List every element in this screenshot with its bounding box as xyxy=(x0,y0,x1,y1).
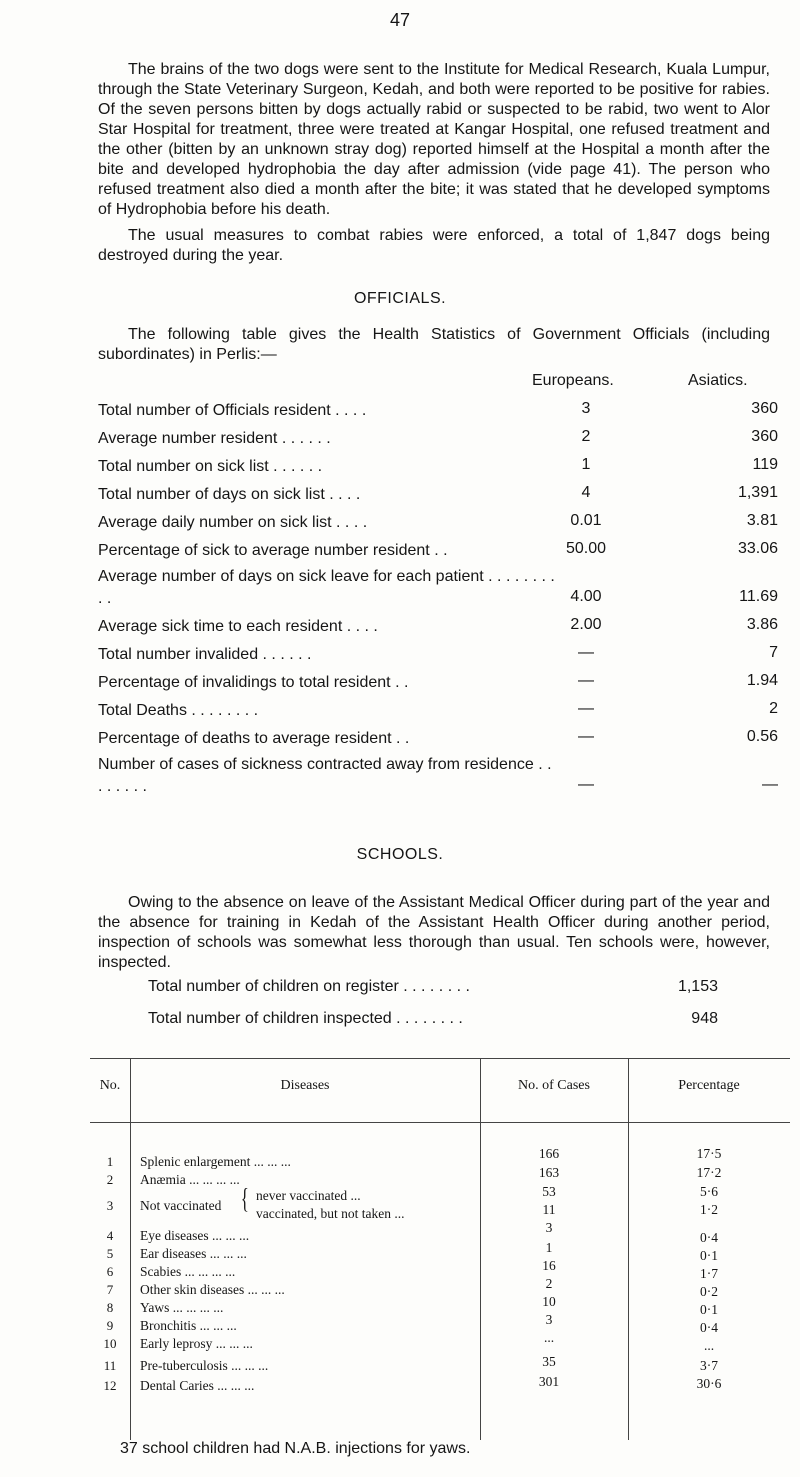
row-cases: 166 xyxy=(538,1146,560,1161)
brace-glyph: { xyxy=(240,1184,249,1215)
row-cases: 301 xyxy=(538,1374,560,1389)
stat-europeans: — xyxy=(578,672,594,689)
register-value: 1,153 xyxy=(677,978,718,995)
stat-row xyxy=(98,672,778,696)
stat-asiatics: 2 xyxy=(769,700,778,717)
row-disease: Ear diseases ... ... ... xyxy=(140,1246,247,1261)
stat-asiatics: — xyxy=(762,776,778,793)
row-pct: 17·2 xyxy=(696,1165,722,1180)
stat-europeans: 3 xyxy=(581,400,591,417)
rabies-paragraph: The usual measures to combat rabies were enforced, a total of 1,847 dogs being destroyed during the year. xyxy=(98,227,770,264)
stat-row xyxy=(98,754,778,798)
row-disease: Anæmia ... ... ... ... xyxy=(140,1172,240,1187)
stat-europeans: 1 xyxy=(581,456,591,473)
row-pct: 0·1 xyxy=(700,1302,718,1317)
stat-asiatics: 1,391 xyxy=(737,484,778,501)
stat-europeans: 4 xyxy=(581,484,591,501)
stat-row xyxy=(98,644,778,668)
stat-europeans: — xyxy=(578,776,594,793)
inspected-value: 948 xyxy=(691,1010,718,1027)
register-label: Total number of children on register . . . . . . . . xyxy=(148,978,470,995)
row-disease: Not vaccinated xyxy=(140,1198,222,1213)
stat-europeans: — xyxy=(578,700,594,717)
stat-row xyxy=(98,566,778,610)
row-no: 2 xyxy=(106,1172,114,1187)
row-pct: 3·7 xyxy=(700,1358,718,1373)
stat-label: Average sick time to each resident . . . . xyxy=(98,618,378,635)
header-diseases: Diseases xyxy=(280,1078,330,1093)
row-disease: Other skin diseases ... ... ... xyxy=(140,1282,285,1297)
stat-asiatics: 33.06 xyxy=(737,540,778,557)
col-asiatics-header: Asiatics. xyxy=(688,372,748,389)
row-no: 8 xyxy=(106,1300,114,1315)
stat-label: Average number resident . . . . . . xyxy=(98,430,331,447)
row-no: 4 xyxy=(106,1228,114,1243)
row-no: 5 xyxy=(106,1246,114,1261)
stat-row xyxy=(98,400,778,424)
row-no: 3 xyxy=(106,1198,114,1213)
row-disease: Scabies ... ... ... ... xyxy=(140,1264,236,1279)
stat-label: Average number of days on sick leave for each patient . . . . . . . . . . xyxy=(98,568,555,607)
stat-row xyxy=(98,540,778,564)
disease-table xyxy=(90,1058,790,1440)
row-no: 11 xyxy=(103,1358,117,1373)
row-cases: 35 xyxy=(542,1354,556,1369)
row-subtype: vaccinated, but not taken ... xyxy=(256,1206,405,1221)
row-cases: 1 xyxy=(545,1240,553,1255)
inspected-total xyxy=(148,1010,718,1028)
stat-row xyxy=(98,616,778,640)
officials-heading: OFFICIALS. xyxy=(353,290,447,307)
stat-row xyxy=(98,428,778,452)
row-cases: 3 xyxy=(545,1312,553,1327)
table-top-rule xyxy=(90,1058,790,1059)
row-pct: 0·4 xyxy=(700,1320,718,1335)
row-pct: 0·1 xyxy=(700,1248,718,1263)
officials-intro: The following table gives the Health Statistics of Government Officials (including subordinates) in Perlis:— xyxy=(98,326,770,363)
stat-label: Percentage of sick to average number resident . . xyxy=(98,542,448,559)
intro-paragraph: The brains of the two dogs were sent to the Institute for Medical Research, Kuala Lumpur, through the State Veterinary Surgeon, Kedah, and both were reported to be positive for rabies. Of the seven persons bitten by dogs actually rabid or suspected to be rabid, two went to Alor Star Hospital for treatment, three were treated at Kangar Hospital, one refused treatment and the other (bitten by an unknown stray dog) reported himself at the Hospital a month after the bite and developed hydrophobia the day after admission (vide page 41). The person who refused treatment also died a month after the bite; it was stated that he developed symptoms of Hydrophobia before his death. xyxy=(98,61,770,218)
stat-europeans: — xyxy=(578,644,594,661)
stat-row xyxy=(98,700,778,724)
row-cases: 53 xyxy=(542,1184,556,1199)
stat-row xyxy=(98,456,778,480)
row-pct: 1·2 xyxy=(700,1202,718,1217)
stat-asiatics: 3.86 xyxy=(746,616,778,633)
stat-label: Total number of days on sick list . . . . xyxy=(98,486,361,503)
row-disease: Splenic enlargement ... ... ... xyxy=(140,1154,291,1169)
stat-row xyxy=(98,728,778,752)
row-no: 1 xyxy=(106,1154,114,1169)
stat-label: Percentage of deaths to average resident . . xyxy=(98,730,410,747)
inspected-label: Total number of children inspected . . . . . . . . xyxy=(148,1010,463,1027)
row-cases: 3 xyxy=(545,1220,553,1235)
stat-asiatics: 1.94 xyxy=(746,672,778,689)
table-header-rule xyxy=(90,1122,790,1123)
schools-paragraph: Owing to the absence on leave of the Assistant Medical Officer during part of the year and the absence for training in Kedah of the Assistant Health Officer during another period, inspection of schools was somewhat less thorough than usual. Ten schools were, however, inspected. xyxy=(98,894,770,971)
row-cases: 2 xyxy=(545,1276,553,1291)
row-pct: 0·2 xyxy=(700,1284,718,1299)
header-cases: No. of Cases xyxy=(518,1078,590,1093)
stat-label: Total Deaths . . . . . . . . xyxy=(98,702,259,719)
row-pct: 5·6 xyxy=(700,1184,718,1199)
row-disease: Dental Caries ... ... ... xyxy=(140,1378,255,1393)
stat-label: Average daily number on sick list . . . . xyxy=(98,514,368,531)
row-no: 9 xyxy=(106,1318,114,1333)
stat-label: Number of cases of sickness contracted away from residence . . . . . . . . xyxy=(98,756,552,795)
row-no: 10 xyxy=(103,1336,117,1351)
stat-europeans: 0.01 xyxy=(570,512,602,529)
row-pct: 1·7 xyxy=(700,1266,718,1281)
stat-asiatics: 360 xyxy=(751,400,778,417)
row-disease: Bronchitis ... ... ... xyxy=(140,1318,237,1333)
row-cases: 10 xyxy=(542,1294,556,1309)
row-no: 7 xyxy=(106,1282,114,1297)
header-no: No. xyxy=(99,1078,121,1093)
stat-label: Percentage of invalidings to total resident . . xyxy=(98,674,409,691)
row-no: 12 xyxy=(103,1378,117,1393)
row-pct: ... xyxy=(703,1338,715,1353)
stat-europeans: 2.00 xyxy=(570,616,602,633)
register-total xyxy=(148,978,718,996)
col-europeans-header: Europeans. xyxy=(532,372,614,389)
row-cases: 11 xyxy=(542,1202,556,1217)
stat-asiatics: 7 xyxy=(769,644,778,661)
row-cases: ... xyxy=(543,1330,555,1345)
row-disease: Eye diseases ... ... ... xyxy=(140,1228,250,1243)
page-number: 47 xyxy=(389,10,411,30)
stat-label: Total number on sick list . . . . . . xyxy=(98,458,323,475)
schools-heading: SCHOOLS. xyxy=(356,846,444,863)
row-no: 6 xyxy=(106,1264,114,1279)
row-pct: 30·6 xyxy=(696,1376,722,1391)
stat-label: Total number of Officials resident . . . . xyxy=(98,402,367,419)
stat-asiatics: 0.56 xyxy=(746,728,778,745)
footer-note: 37 school children had N.A.B. injections for yaws. xyxy=(120,1440,471,1457)
stat-europeans: 50.00 xyxy=(565,540,607,557)
stat-row xyxy=(98,512,778,536)
stat-asiatics: 3.81 xyxy=(746,512,778,529)
stat-europeans: 2 xyxy=(581,428,591,445)
row-pct: 17·5 xyxy=(696,1146,722,1161)
stat-asiatics: 360 xyxy=(751,428,778,445)
row-disease: Pre-tuberculosis ... ... ... xyxy=(140,1358,269,1373)
row-disease: Early leprosy ... ... ... xyxy=(140,1336,253,1351)
stat-label: Total number invalided . . . . . . xyxy=(98,646,312,663)
stat-europeans: 4.00 xyxy=(570,588,602,605)
header-percentage: Percentage xyxy=(678,1078,740,1093)
row-cases: 163 xyxy=(538,1165,560,1180)
row-cases: 16 xyxy=(542,1258,556,1273)
stat-asiatics: 11.69 xyxy=(739,588,778,605)
row-pct: 0·4 xyxy=(700,1230,718,1245)
row-disease: Yaws ... ... ... ... xyxy=(140,1300,224,1315)
stat-asiatics: 119 xyxy=(752,456,778,473)
row-subtype: never vaccinated ... xyxy=(256,1188,361,1203)
stat-europeans: — xyxy=(578,728,594,745)
table-divider xyxy=(130,1058,131,1440)
stat-row xyxy=(98,484,778,508)
